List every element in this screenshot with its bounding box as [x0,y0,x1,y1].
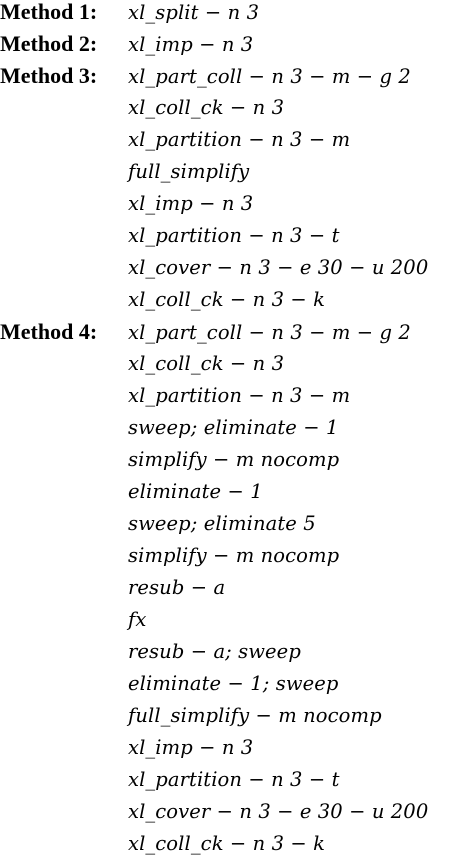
command-line [0,380,474,412]
method-label: Method 3: [0,63,98,88]
command-line [0,60,474,92]
command-text: xl_coll_ck − n 3 − k [128,832,326,855]
command-text: full_simplify [128,160,250,183]
method-block [0,316,474,860]
command-line [0,92,474,124]
command-line [0,412,474,444]
command-text: xl_part_coll − n 3 − m − g 2 [128,65,411,88]
command-text: simplify − m nocomp [128,448,340,471]
command-line [0,124,474,156]
command-line [0,188,474,220]
command-text: xl_imp − n 3 [128,33,254,56]
method-block [0,28,474,60]
command-line [0,348,474,380]
command-line [0,828,474,860]
command-line [0,28,474,60]
command-text: resub − a; sweep [128,640,301,663]
command-text: xl_partition − n 3 − m [128,128,351,151]
command-line [0,540,474,572]
command-line [0,156,474,188]
command-line [0,604,474,636]
command-line [0,0,474,28]
method-label: Method 2: [0,31,98,56]
command-line [0,316,474,348]
command-line [0,252,474,284]
command-line [0,284,474,316]
command-line [0,444,474,476]
command-text: xl_coll_ck − n 3 [128,96,285,119]
command-text: xl_part_coll − n 3 − m − g 2 [128,321,411,344]
command-text: xl_cover − n 3 − e 30 − u 200 [128,256,429,279]
method-label: Method 4: [0,319,98,344]
command-text: simplify − m nocomp [128,544,340,567]
command-text: xl_cover − n 3 − e 30 − u 200 [128,800,429,823]
command-text: xl_coll_ck − n 3 − k [128,288,326,311]
command-text: xl_coll_ck − n 3 [128,352,285,375]
command-text: xl_imp − n 3 [128,192,254,215]
command-text: xl_split − n 3 [128,1,260,24]
command-text: sweep; eliminate − 1 [128,416,339,439]
command-text: fx [128,608,147,631]
command-line [0,796,474,828]
method-block [0,60,474,316]
command-text: eliminate − 1 [128,480,263,503]
command-line [0,220,474,252]
command-line [0,732,474,764]
command-line [0,668,474,700]
command-line [0,476,474,508]
command-line [0,764,474,796]
command-text: sweep; eliminate 5 [128,512,316,535]
command-text: full_simplify − m nocomp [128,704,382,727]
command-line [0,572,474,604]
command-text: xl_partition − n 3 − m [128,384,351,407]
command-text: eliminate − 1; sweep [128,672,339,695]
method-label: Method 1: [0,0,98,24]
command-line [0,700,474,732]
command-text: resub − a [128,576,226,599]
command-line [0,508,474,540]
command-text: xl_partition − n 3 − t [128,224,340,247]
method-block [0,0,474,28]
command-line [0,636,474,668]
command-text: xl_imp − n 3 [128,736,254,759]
command-text: xl_partition − n 3 − t [128,768,340,791]
